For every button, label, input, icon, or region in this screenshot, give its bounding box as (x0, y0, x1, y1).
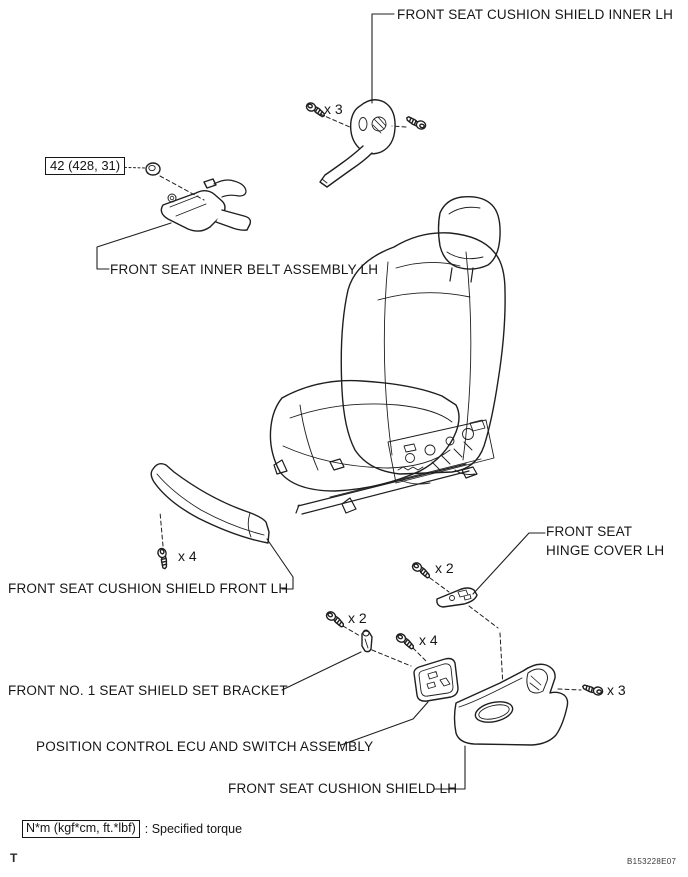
torque-legend-caption: : Specified torque (144, 821, 243, 836)
part-set-bracket (362, 630, 372, 652)
callout-cushion-shield-front: FRONT SEAT CUSHION SHIELD FRONT LH (8, 581, 289, 596)
qty-cushion-shield-inner: x 3 (324, 101, 343, 117)
part-cushion-shield-lh (455, 664, 568, 745)
torque-spec-box: 42 (428, 31) (45, 157, 125, 175)
qty-ecu: x 4 (419, 632, 438, 648)
screw-icon (405, 116, 427, 130)
part-inner-belt-assembly (161, 179, 250, 231)
callout-hinge-cover-line2: HINGE COVER LH (546, 543, 665, 558)
screw-icon (395, 632, 417, 649)
figure-code: B153228E07 (627, 857, 677, 866)
screw-icon (156, 547, 172, 569)
callout-seat-shield-set-bracket: FRONT NO. 1 SEAT SHIELD SET BRACKET (8, 683, 288, 698)
qty-hinge-cover: x 2 (435, 560, 454, 576)
part-hinge-cover (437, 588, 477, 607)
screw-icon (582, 685, 603, 695)
torque-legend (22, 820, 242, 838)
screw-icon (325, 610, 347, 627)
part-position-control-ecu (414, 659, 458, 702)
callout-inner-belt-assembly: FRONT SEAT INNER BELT ASSEMBLY LH (110, 262, 379, 277)
callout-cushion-shield-inner: FRONT SEAT CUSHION SHIELD INNER LH (397, 7, 674, 22)
torque-bolt (146, 163, 160, 175)
part-cushion-shield-front (151, 464, 269, 543)
seat-illustration (270, 197, 505, 514)
leader-lines (97, 14, 545, 789)
qty-set-bracket: x 2 (348, 610, 367, 626)
qty-cushion-shield-front: x 4 (178, 548, 197, 564)
screw-icon (411, 561, 433, 578)
page-corner-mark: T (10, 851, 18, 865)
callout-hinge-cover-line1: FRONT SEAT (546, 524, 633, 539)
qty-cushion-shield-lh: x 3 (607, 682, 626, 698)
torque-unit-box: N*m (kgf*cm, ft.*lbf) (22, 820, 140, 838)
callout-position-control-ecu: POSITION CONTROL ECU AND SWITCH ASSEMBLY (36, 739, 374, 754)
callout-cushion-shield-lh: FRONT SEAT CUSHION SHIELD LH (228, 781, 458, 796)
